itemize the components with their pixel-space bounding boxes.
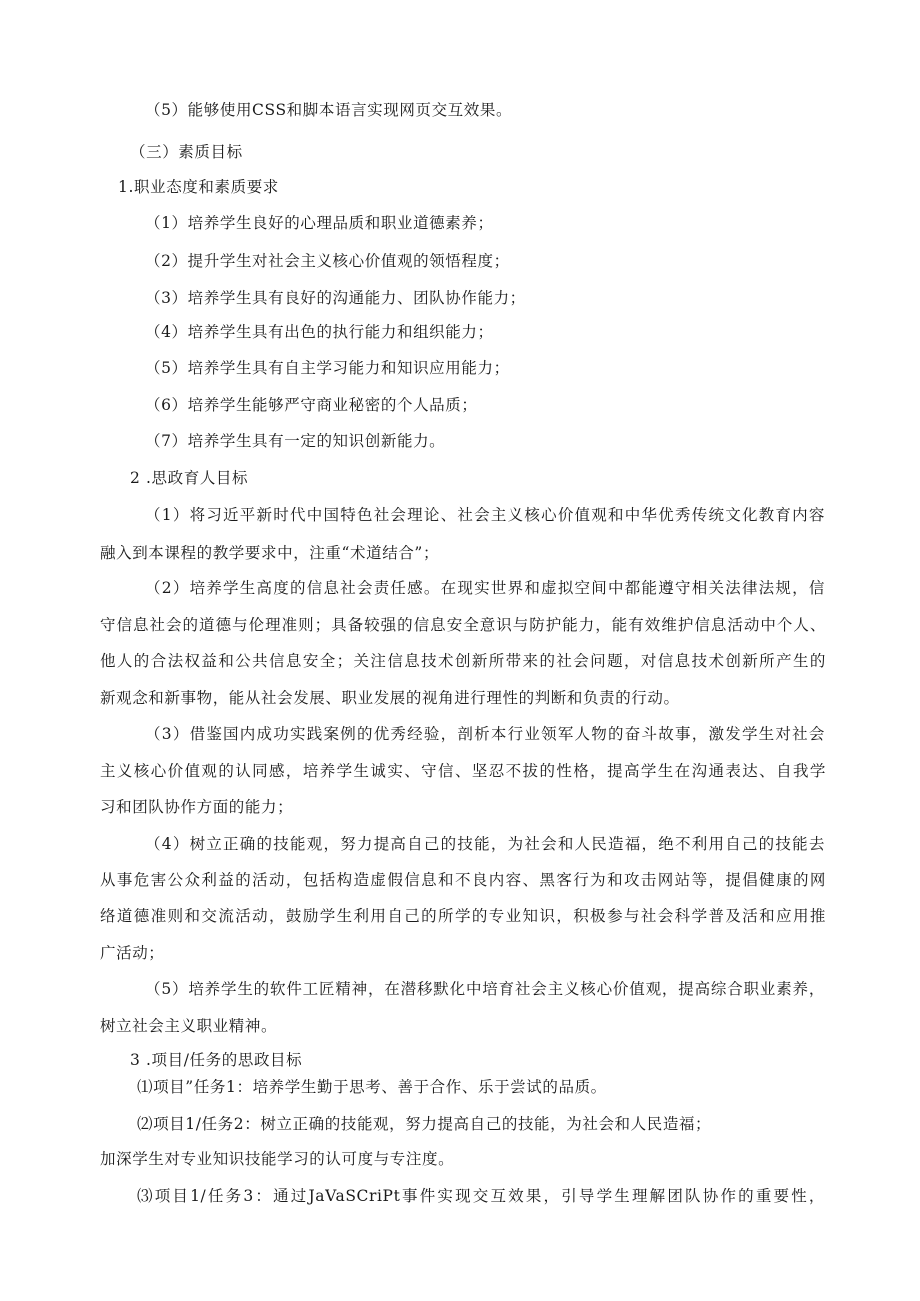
paragraph-line: 加深学生对专业知识技能学习的认可度与专注度。 — [100, 1150, 455, 1168]
paragraph-line: ⑶项目1/任务3：通过JaVaSCriPt事件实现交互效果，引导学生理解团队协作的重要性， — [137, 1187, 825, 1205]
subsection-heading: 2 .思政育人目标 — [130, 469, 249, 487]
list-item: （5）培养学生具有自主学习能力和知识应用能力； — [145, 359, 510, 377]
paragraph-line: （2）培养学生高度的信息社会责任感。在现实世界和虚拟空间中都能遵守相关法律法规，信 — [145, 579, 825, 597]
paragraph-line: 从事危害公众利益的活动，包括构造虚假信息和不良内容、黑客行为和攻击网站等，提倡健康的网 — [100, 871, 826, 889]
paragraph-line: （4）树立正确的技能观，努力提高自己的技能，为社会和人民造福，绝不利用自己的技能去 — [145, 835, 825, 853]
list-item: （6）培养学生能够严守商业秘密的个人品质； — [145, 396, 478, 414]
paragraph-line: （1）将习近平新时代中国特色社会理论、社会主义核心价值观和中华优秀传统文化教育内容 — [145, 506, 825, 524]
list-item: （4）培养学生具有出色的执行能力和组织能力； — [145, 323, 494, 341]
list-item: （1）培养学生良好的心理品质和职业道德素养； — [145, 214, 494, 232]
paragraph-line: （5）培养学生的软件工匠精神，在潜移默化中培育社会主义核心价值观，提高综合职业素养， — [145, 980, 825, 998]
section-heading: （三）素质目标 — [130, 143, 243, 161]
subsection-heading: 1.职业态度和素质要求 — [118, 178, 279, 196]
subsection-heading: 3 .项目/任务的思政目标 — [130, 1051, 303, 1069]
paragraph-line: 络道德准则和交流活动，鼓励学生利用自己的所学的专业知识，积极参与社会科学普及活和应用推 — [100, 907, 826, 925]
paragraph-line: 他人的合法权益和公共信息安全；关注信息技术创新所带来的社会问题，对信息技术创新所产生的 — [100, 652, 826, 670]
paragraph-line: 守信息社会的道德与伦理准则；具备较强的信息安全意识与防护能力，能有效维护信息活动中个人、 — [100, 616, 826, 634]
paragraph-line: ⑴项目”任务1：培养学生勤于思考、善于合作、乐于尝试的品质。 — [137, 1078, 607, 1096]
list-item: （7）培养学生具有一定的知识创新能力。 — [145, 432, 446, 450]
paragraph-line: 习和团队协作方面的能力； — [100, 798, 294, 816]
paragraph-line: 新观念和新事物，能从社会发展、职业发展的视角进行理性的判断和负责的行动。 — [100, 689, 680, 707]
text-line: （5）能够使用CSS和脚本语言实现网页交互效果。 — [145, 101, 513, 119]
paragraph-line: 树立社会主义职业精神。 — [100, 1017, 278, 1035]
paragraph-line: （3）借鉴国内成功实践案例的优秀经验，剖析本行业领军人物的奋斗故事，激发学生对社会 — [145, 725, 825, 743]
paragraph-line: 广活动； — [100, 944, 165, 962]
paragraph-line: ⑵项目1/任务2：树立正确的技能观，努力提高自己的技能，为社会和人民造福； — [137, 1115, 712, 1133]
paragraph-line: 融入到本课程的教学要求中，注重“术道结合”； — [100, 544, 440, 562]
paragraph-line: 主义核心价值观的认同感，培养学生诚实、守信、坚忍不拔的性格，提高学生在沟通表达、自我学 — [100, 762, 826, 780]
list-item: （2）提升学生对社会主义核心价值观的领悟程度； — [145, 252, 510, 270]
list-item: （3）培养学生具有良好的沟通能力、团队协作能力； — [145, 289, 526, 307]
